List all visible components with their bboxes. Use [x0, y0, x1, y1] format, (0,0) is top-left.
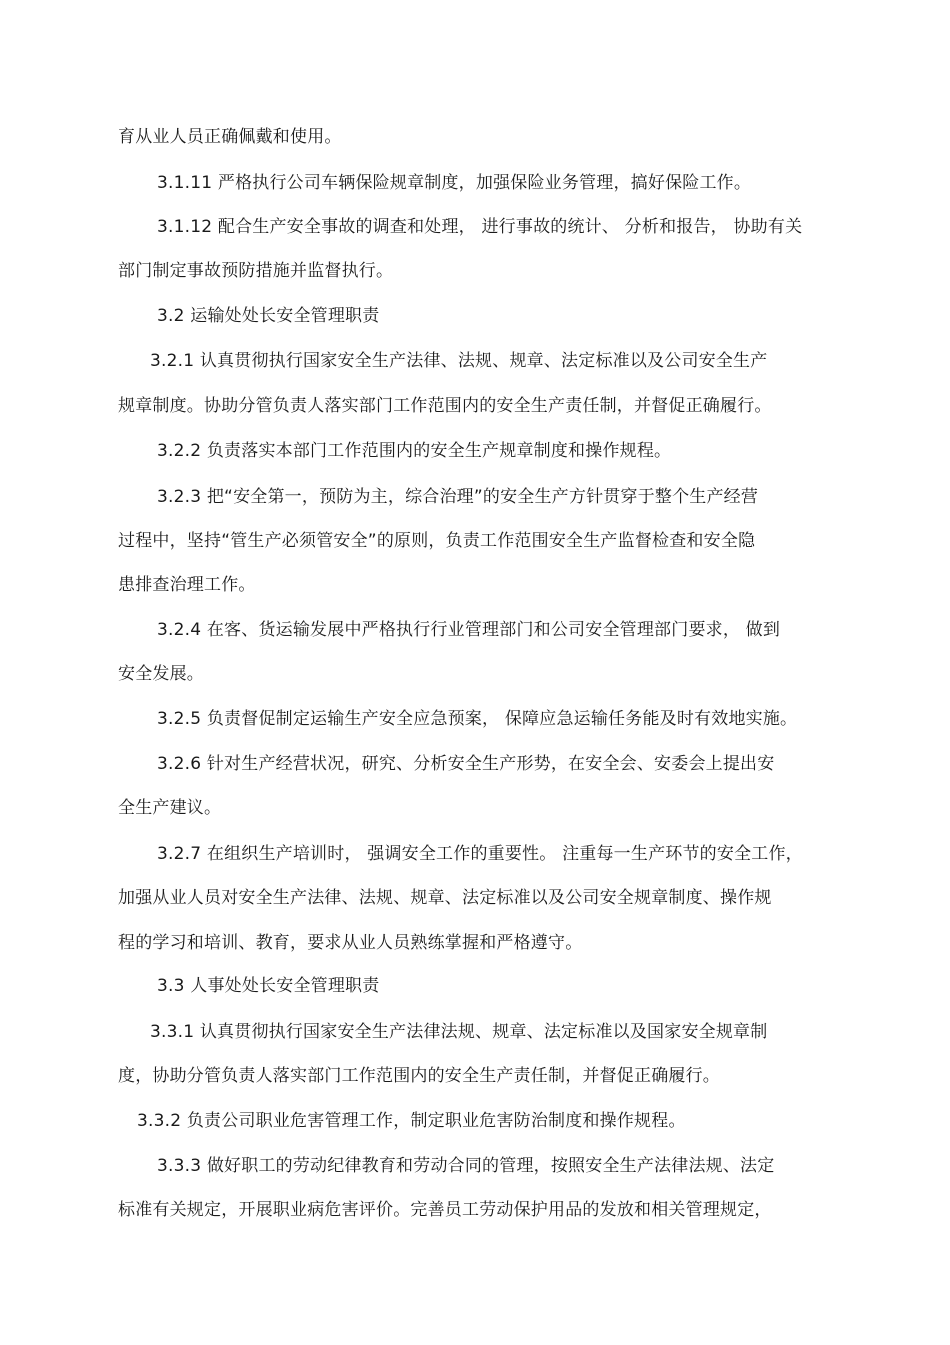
text-line: 3.1.11 严格执行公司车辆保险规章制度，加强保险业务管理，搞好保险工作。 — [157, 173, 752, 193]
text-line: 育从业人员正确佩戴和使用。 — [118, 127, 342, 147]
text-line: 规章制度。协助分管负责人落实部门工作范围内的安全生产责任制，并督促正确履行。 — [118, 396, 772, 416]
text-line: 度，协助分管负责人落实部门工作范围内的安全生产责任制，并督促正确履行。 — [118, 1066, 720, 1086]
text-line: 3.1.12 配合生产安全事故的调查和处理， 进行事故的统计、 分析和报告， 协助有关 — [157, 217, 803, 237]
section-heading: 3.2 运输处处长安全管理职责 — [157, 306, 380, 326]
text-line: 3.2.7 在组织生产培训时， 强调安全工作的重要性。 注重每一生产环节的安全工作， — [157, 844, 803, 864]
text-line: 3.3.3 做好职工的劳动纪律教育和劳动合同的管理，按照安全生产法律法规、法定 — [157, 1156, 775, 1176]
section-heading: 3.3 人事处处长安全管理职责 — [157, 976, 380, 996]
text-line: 过程中，坚持“管生产必须管安全”的原则，负责工作范围安全生产监督检查和安全隐 — [118, 531, 756, 551]
text-line: 3.2.6 针对生产经营状况，研究、分析安全生产形势，在安全会、安委会上提出安 — [157, 754, 775, 774]
text-line: 3.3.1 认真贯彻执行国家安全生产法律法规、规章、法定标准以及国家安全规章制 — [150, 1022, 768, 1042]
text-line: 3.2.5 负责督促制定运输生产安全应急预案， 保障应急运输任务能及时有效地实施。 — [157, 709, 798, 729]
text-line: 安全发展。 — [118, 664, 204, 684]
text-line: 3.2.4 在客、货运输发展中严格执行行业管理部门和公司安全管理部门要求， 做到 — [157, 620, 781, 640]
text-line: 3.3.2 负责公司职业危害管理工作，制定职业危害防治制度和操作规程。 — [137, 1111, 686, 1131]
text-line: 3.2.3 把“安全第一，预防为主，综合治理”的安全生产方针贯穿于整个生产经营 — [157, 487, 759, 507]
text-line: 程的学习和培训、教育，要求从业人员熟练掌握和严格遵守。 — [118, 933, 583, 953]
text-line: 3.2.1 认真贯彻执行国家安全生产法律、法规、规章、法定标准以及公司安全生产 — [150, 351, 768, 371]
text-line: 患排查治理工作。 — [118, 575, 256, 595]
text-line: 加强从业人员对安全生产法律、法规、规章、法定标准以及公司安全规章制度、操作规 — [118, 888, 772, 908]
text-line: 3.2.2 负责落实本部门工作范围内的安全生产规章制度和操作规程。 — [157, 441, 672, 461]
text-line: 标准有关规定，开展职业病危害评价。完善员工劳动保护用品的发放和相关管理规定， — [118, 1200, 772, 1220]
text-line: 全生产建议。 — [118, 798, 222, 818]
text-line: 部门制定事故预防措施并监督执行。 — [118, 261, 394, 281]
